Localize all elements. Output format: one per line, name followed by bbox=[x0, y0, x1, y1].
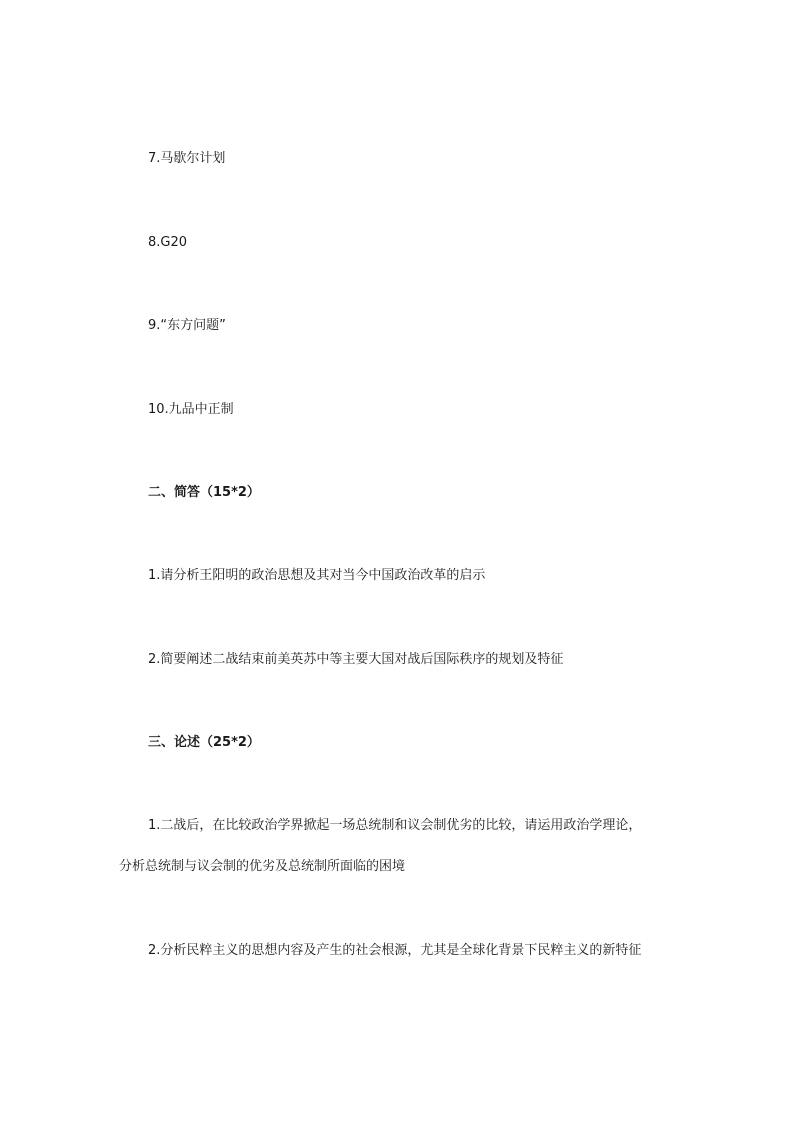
term-item: 9.“东方问题” bbox=[148, 318, 226, 333]
term-item: 8.G20 bbox=[148, 235, 188, 250]
term-item: 10.九品中正制 bbox=[148, 402, 234, 417]
question-item-line: 分析总统制与议会制的优劣及总统制所面临的困境 bbox=[119, 859, 406, 874]
section-heading-essay: 三、论述（25*2） bbox=[148, 735, 260, 750]
question-item: 1.请分析王阳明的政治思想及其对当今中国政治改革的启示 bbox=[148, 568, 486, 583]
term-item: 7.马歇尔计划 bbox=[148, 151, 226, 166]
question-item-line: 1.二战后，在比较政治学界掀起一场总统制和议会制优劣的比较，请运用政治学理论， bbox=[148, 818, 642, 833]
question-item: 2.简要阐述二战结束前美英苏中等主要大国对战后国际秩序的规划及特征 bbox=[148, 652, 564, 667]
section-heading-short-answer: 二、简答（15*2） bbox=[148, 485, 260, 500]
question-item: 2.分析民粹主义的思想内容及产生的社会根源，尤其是全球化背景下民粹主义的新特征 bbox=[148, 943, 642, 958]
